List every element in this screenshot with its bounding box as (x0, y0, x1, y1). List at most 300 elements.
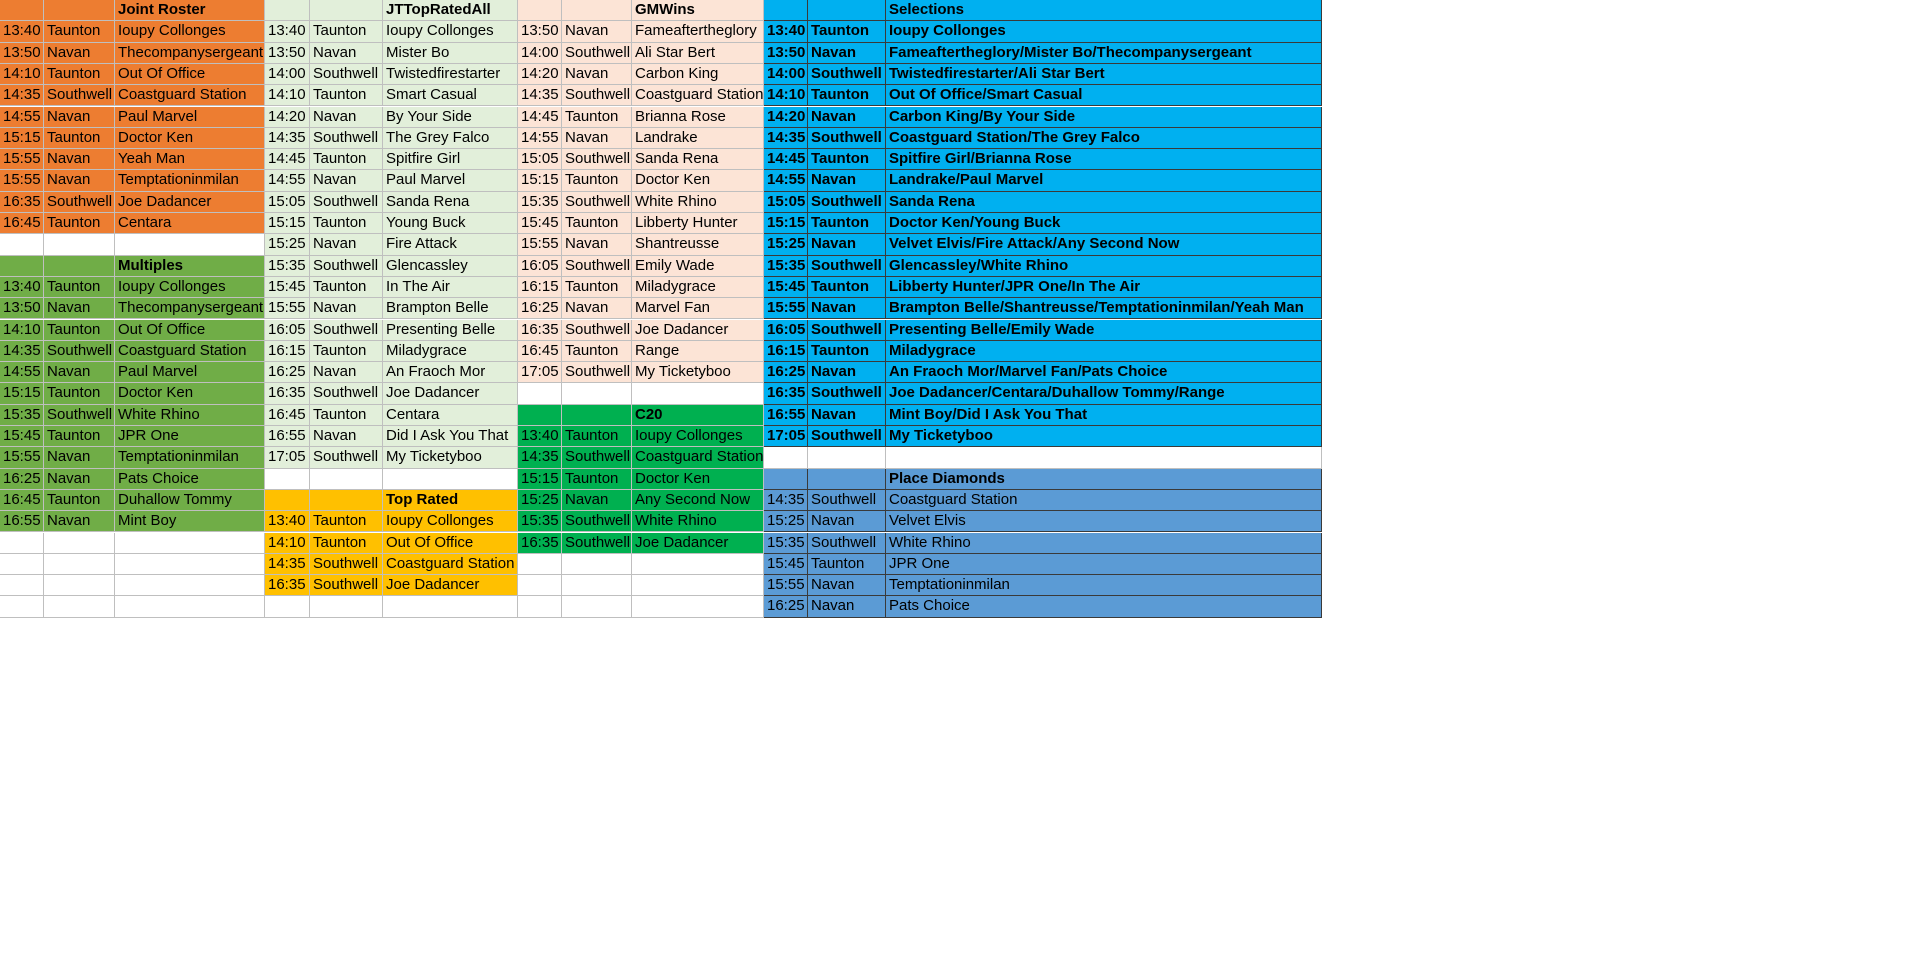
horse-cell[interactable]: Any Second Now (632, 490, 764, 511)
course-cell[interactable]: Southwell (310, 554, 383, 575)
course-cell[interactable]: Southwell (562, 43, 632, 64)
race-time-cell[interactable]: 15:45 (764, 277, 808, 298)
course-cell[interactable]: Taunton (44, 490, 115, 511)
course-cell[interactable]: Taunton (310, 149, 383, 170)
course-cell[interactable]: Navan (808, 234, 886, 255)
empty-cell[interactable] (0, 554, 44, 575)
empty-cell[interactable] (0, 533, 44, 554)
horse-cell[interactable]: Coastguard Station (886, 490, 1322, 511)
course-cell[interactable]: Southwell (808, 490, 886, 511)
race-time-cell[interactable]: 15:25 (265, 234, 310, 255)
course-cell[interactable]: Navan (310, 298, 383, 319)
race-time-cell[interactable]: 14:55 (265, 170, 310, 191)
course-cell[interactable]: Taunton (808, 149, 886, 170)
empty-cell[interactable] (764, 447, 808, 468)
race-time-cell[interactable]: 14:35 (0, 85, 44, 106)
horse-cell[interactable]: Pats Choice (115, 469, 265, 490)
horse-cell[interactable]: Coastguard Station/The Grey Falco (886, 128, 1322, 149)
race-time-cell[interactable]: 16:45 (0, 213, 44, 234)
header-empty-cell[interactable] (265, 490, 310, 511)
section-title[interactable]: Selections (886, 0, 1322, 21)
course-cell[interactable]: Southwell (310, 383, 383, 404)
empty-cell[interactable] (632, 383, 764, 404)
horse-cell[interactable]: Joe Dadancer (383, 575, 518, 596)
course-cell[interactable]: Southwell (808, 383, 886, 404)
race-time-cell[interactable]: 15:35 (764, 256, 808, 277)
course-cell[interactable]: Southwell (310, 320, 383, 341)
empty-cell[interactable] (0, 596, 44, 617)
header-empty-cell[interactable] (562, 0, 632, 21)
course-cell[interactable]: Southwell (310, 128, 383, 149)
horse-cell[interactable]: Carbon King (632, 64, 764, 85)
race-time-cell[interactable]: 14:55 (518, 128, 562, 149)
race-time-cell[interactable]: 13:40 (265, 21, 310, 42)
horse-cell[interactable]: Range (632, 341, 764, 362)
horse-cell[interactable]: Out Of Office (115, 320, 265, 341)
race-time-cell[interactable]: 16:05 (518, 256, 562, 277)
course-cell[interactable]: Taunton (562, 341, 632, 362)
course-cell[interactable]: Southwell (310, 447, 383, 468)
empty-cell[interactable] (0, 234, 44, 255)
race-time-cell[interactable]: 15:15 (0, 128, 44, 149)
course-cell[interactable]: Navan (44, 511, 115, 532)
empty-cell[interactable] (808, 447, 886, 468)
course-cell[interactable]: Taunton (44, 21, 115, 42)
header-empty-cell[interactable] (310, 0, 383, 21)
horse-cell[interactable]: In The Air (383, 277, 518, 298)
empty-cell[interactable] (115, 554, 265, 575)
course-cell[interactable]: Navan (310, 234, 383, 255)
horse-cell[interactable]: Landrake (632, 128, 764, 149)
course-cell[interactable]: Navan (562, 21, 632, 42)
horse-cell[interactable]: Mint Boy (115, 511, 265, 532)
horse-cell[interactable]: Ioupy Collonges (383, 21, 518, 42)
course-cell[interactable]: Southwell (562, 511, 632, 532)
course-cell[interactable]: Taunton (808, 21, 886, 42)
race-time-cell[interactable]: 15:25 (764, 511, 808, 532)
race-time-cell[interactable]: 13:40 (764, 21, 808, 42)
horse-cell[interactable]: Miladygrace (383, 341, 518, 362)
empty-cell[interactable] (310, 469, 383, 490)
horse-cell[interactable]: Mister Bo (383, 43, 518, 64)
horse-cell[interactable]: Doctor Ken (632, 469, 764, 490)
header-empty-cell[interactable] (562, 405, 632, 426)
empty-cell[interactable] (518, 383, 562, 404)
horse-cell[interactable]: Emily Wade (632, 256, 764, 277)
race-time-cell[interactable]: 15:55 (0, 170, 44, 191)
horse-cell[interactable]: Fameaftertheglory (632, 21, 764, 42)
race-time-cell[interactable]: 16:25 (764, 362, 808, 383)
empty-cell[interactable] (562, 596, 632, 617)
race-time-cell[interactable]: 14:35 (518, 85, 562, 106)
course-cell[interactable]: Southwell (562, 192, 632, 213)
race-time-cell[interactable]: 16:35 (265, 575, 310, 596)
horse-cell[interactable]: White Rhino (632, 511, 764, 532)
course-cell[interactable]: Navan (808, 107, 886, 128)
horse-cell[interactable]: Landrake/Paul Marvel (886, 170, 1322, 191)
horse-cell[interactable]: Joe Dadancer (115, 192, 265, 213)
race-time-cell[interactable]: 14:10 (265, 533, 310, 554)
race-time-cell[interactable]: 16:35 (265, 383, 310, 404)
horse-cell[interactable]: Twistedfirestarter/Ali Star Bert (886, 64, 1322, 85)
race-time-cell[interactable]: 13:40 (0, 21, 44, 42)
empty-cell[interactable] (886, 447, 1322, 468)
horse-cell[interactable]: Paul Marvel (115, 107, 265, 128)
race-time-cell[interactable]: 14:35 (265, 554, 310, 575)
race-time-cell[interactable]: 16:25 (518, 298, 562, 319)
course-cell[interactable]: Taunton (44, 213, 115, 234)
horse-cell[interactable]: Sanda Rena (383, 192, 518, 213)
horse-cell[interactable]: Thecompanysergeant (115, 43, 265, 64)
course-cell[interactable]: Navan (562, 298, 632, 319)
race-time-cell[interactable]: 15:25 (518, 490, 562, 511)
empty-cell[interactable] (310, 596, 383, 617)
horse-cell[interactable]: By Your Side (383, 107, 518, 128)
horse-cell[interactable]: White Rhino (632, 192, 764, 213)
horse-cell[interactable]: Pats Choice (886, 596, 1322, 617)
section-title[interactable]: Joint Roster (115, 0, 265, 21)
race-time-cell[interactable]: 15:55 (764, 575, 808, 596)
race-time-cell[interactable]: 15:15 (265, 213, 310, 234)
course-cell[interactable]: Taunton (808, 341, 886, 362)
horse-cell[interactable]: Coastguard Station (632, 447, 764, 468)
race-time-cell[interactable]: 14:45 (518, 107, 562, 128)
course-cell[interactable]: Taunton (562, 469, 632, 490)
horse-cell[interactable]: Joe Dadancer/Centara/Duhallow Tommy/Range (886, 383, 1322, 404)
race-time-cell[interactable]: 13:50 (518, 21, 562, 42)
race-time-cell[interactable]: 15:55 (764, 298, 808, 319)
course-cell[interactable]: Navan (310, 170, 383, 191)
race-time-cell[interactable]: 15:35 (265, 256, 310, 277)
horse-cell[interactable]: White Rhino (886, 533, 1322, 554)
race-time-cell[interactable]: 16:25 (764, 596, 808, 617)
race-time-cell[interactable]: 15:15 (0, 383, 44, 404)
race-time-cell[interactable]: 15:55 (518, 234, 562, 255)
race-time-cell[interactable]: 16:55 (764, 405, 808, 426)
horse-cell[interactable]: Did I Ask You That (383, 426, 518, 447)
empty-cell[interactable] (562, 554, 632, 575)
horse-cell[interactable]: Glencassley/White Rhino (886, 256, 1322, 277)
race-time-cell[interactable]: 15:45 (265, 277, 310, 298)
empty-cell[interactable] (632, 554, 764, 575)
header-empty-cell[interactable] (518, 405, 562, 426)
horse-cell[interactable]: Coastguard Station (115, 341, 265, 362)
empty-cell[interactable] (44, 596, 115, 617)
empty-cell[interactable] (0, 575, 44, 596)
race-time-cell[interactable]: 16:35 (764, 383, 808, 404)
horse-cell[interactable]: Centara (383, 405, 518, 426)
horse-cell[interactable]: JPR One (115, 426, 265, 447)
horse-cell[interactable]: Doctor Ken (632, 170, 764, 191)
header-empty-cell[interactable] (44, 256, 115, 277)
header-empty-cell[interactable] (518, 0, 562, 21)
course-cell[interactable]: Southwell (808, 320, 886, 341)
course-cell[interactable]: Navan (44, 170, 115, 191)
race-time-cell[interactable]: 15:35 (0, 405, 44, 426)
race-time-cell[interactable]: 16:45 (265, 405, 310, 426)
horse-cell[interactable]: Doctor Ken (115, 128, 265, 149)
horse-cell[interactable]: White Rhino (115, 405, 265, 426)
empty-cell[interactable] (518, 554, 562, 575)
race-time-cell[interactable]: 14:55 (0, 107, 44, 128)
horse-cell[interactable]: Ioupy Collonges (383, 511, 518, 532)
horse-cell[interactable]: The Grey Falco (383, 128, 518, 149)
horse-cell[interactable]: Doctor Ken/Young Buck (886, 213, 1322, 234)
course-cell[interactable]: Navan (44, 469, 115, 490)
section-title[interactable]: C20 (632, 405, 764, 426)
course-cell[interactable]: Southwell (808, 128, 886, 149)
race-time-cell[interactable]: 14:35 (0, 341, 44, 362)
race-time-cell[interactable]: 14:45 (265, 149, 310, 170)
course-cell[interactable]: Navan (44, 447, 115, 468)
race-time-cell[interactable]: 16:05 (764, 320, 808, 341)
horse-cell[interactable]: Fameaftertheglory/Mister Bo/Thecompanysergeant (886, 43, 1322, 64)
empty-cell[interactable] (44, 554, 115, 575)
header-empty-cell[interactable] (808, 469, 886, 490)
horse-cell[interactable]: Doctor Ken (115, 383, 265, 404)
empty-cell[interactable] (518, 575, 562, 596)
horse-cell[interactable]: Joe Dadancer (632, 320, 764, 341)
race-time-cell[interactable]: 16:35 (518, 533, 562, 554)
race-time-cell[interactable]: 15:55 (0, 447, 44, 468)
race-time-cell[interactable]: 16:15 (265, 341, 310, 362)
empty-cell[interactable] (265, 596, 310, 617)
course-cell[interactable]: Navan (808, 362, 886, 383)
race-time-cell[interactable]: 16:45 (518, 341, 562, 362)
horse-cell[interactable]: Yeah Man (115, 149, 265, 170)
empty-cell[interactable] (632, 596, 764, 617)
race-time-cell[interactable]: 15:05 (764, 192, 808, 213)
course-cell[interactable]: Taunton (44, 64, 115, 85)
course-cell[interactable]: Southwell (44, 192, 115, 213)
course-cell[interactable]: Navan (44, 43, 115, 64)
course-cell[interactable]: Navan (808, 596, 886, 617)
horse-cell[interactable]: Sanda Rena (632, 149, 764, 170)
horse-cell[interactable]: Miladygrace (632, 277, 764, 298)
race-time-cell[interactable]: 17:05 (518, 362, 562, 383)
race-time-cell[interactable]: 13:40 (518, 426, 562, 447)
race-time-cell[interactable]: 16:35 (0, 192, 44, 213)
race-time-cell[interactable]: 15:05 (518, 149, 562, 170)
course-cell[interactable]: Southwell (44, 405, 115, 426)
horse-cell[interactable]: Temptationinmilan (115, 170, 265, 191)
empty-cell[interactable] (265, 469, 310, 490)
header-empty-cell[interactable] (764, 0, 808, 21)
horse-cell[interactable]: Glencassley (383, 256, 518, 277)
horse-cell[interactable]: Ioupy Collonges (115, 277, 265, 298)
horse-cell[interactable]: An Fraoch Mor (383, 362, 518, 383)
horse-cell[interactable]: Presenting Belle/Emily Wade (886, 320, 1322, 341)
course-cell[interactable]: Taunton (44, 277, 115, 298)
course-cell[interactable]: Southwell (562, 362, 632, 383)
race-time-cell[interactable]: 17:05 (265, 447, 310, 468)
empty-cell[interactable] (383, 596, 518, 617)
header-empty-cell[interactable] (310, 490, 383, 511)
horse-cell[interactable]: Brianna Rose (632, 107, 764, 128)
course-cell[interactable]: Taunton (562, 277, 632, 298)
header-empty-cell[interactable] (0, 0, 44, 21)
course-cell[interactable]: Southwell (808, 64, 886, 85)
course-cell[interactable]: Southwell (562, 149, 632, 170)
race-time-cell[interactable]: 15:55 (0, 149, 44, 170)
course-cell[interactable]: Southwell (562, 320, 632, 341)
race-time-cell[interactable]: 14:45 (764, 149, 808, 170)
race-time-cell[interactable]: 15:15 (518, 170, 562, 191)
race-time-cell[interactable]: 15:15 (764, 213, 808, 234)
race-time-cell[interactable]: 15:45 (518, 213, 562, 234)
course-cell[interactable]: Navan (808, 511, 886, 532)
race-time-cell[interactable]: 17:05 (764, 426, 808, 447)
header-empty-cell[interactable] (764, 469, 808, 490)
horse-cell[interactable]: Out Of Office/Smart Casual (886, 85, 1322, 106)
course-cell[interactable]: Taunton (44, 383, 115, 404)
horse-cell[interactable]: Centara (115, 213, 265, 234)
horse-cell[interactable]: Miladygrace (886, 341, 1322, 362)
race-time-cell[interactable]: 14:10 (0, 320, 44, 341)
race-time-cell[interactable]: 16:35 (518, 320, 562, 341)
horse-cell[interactable]: Thecompanysergeant (115, 298, 265, 319)
course-cell[interactable]: Southwell (310, 575, 383, 596)
course-cell[interactable]: Taunton (44, 128, 115, 149)
race-time-cell[interactable]: 13:50 (0, 298, 44, 319)
horse-cell[interactable]: Joe Dadancer (383, 383, 518, 404)
horse-cell[interactable]: Mint Boy/Did I Ask You That (886, 405, 1322, 426)
course-cell[interactable]: Navan (310, 43, 383, 64)
race-time-cell[interactable]: 14:00 (518, 43, 562, 64)
horse-cell[interactable]: Libberty Hunter/JPR One/In The Air (886, 277, 1322, 298)
empty-cell[interactable] (44, 533, 115, 554)
horse-cell[interactable]: Velvet Elvis/Fire Attack/Any Second Now (886, 234, 1322, 255)
course-cell[interactable]: Taunton (44, 320, 115, 341)
race-time-cell[interactable]: 14:10 (0, 64, 44, 85)
course-cell[interactable]: Taunton (310, 511, 383, 532)
course-cell[interactable]: Taunton (562, 170, 632, 191)
horse-cell[interactable]: Ioupy Collonges (115, 21, 265, 42)
empty-cell[interactable] (632, 575, 764, 596)
course-cell[interactable]: Taunton (562, 426, 632, 447)
course-cell[interactable]: Taunton (808, 277, 886, 298)
race-time-cell[interactable]: 13:40 (265, 511, 310, 532)
course-cell[interactable]: Taunton (310, 213, 383, 234)
course-cell[interactable]: Navan (44, 107, 115, 128)
course-cell[interactable]: Taunton (310, 533, 383, 554)
race-time-cell[interactable]: 15:15 (518, 469, 562, 490)
horse-cell[interactable]: Young Buck (383, 213, 518, 234)
section-title[interactable]: GMWins (632, 0, 764, 21)
course-cell[interactable]: Taunton (808, 554, 886, 575)
horse-cell[interactable]: Libberty Hunter (632, 213, 764, 234)
race-time-cell[interactable]: 13:50 (0, 43, 44, 64)
course-cell[interactable]: Navan (44, 298, 115, 319)
course-cell[interactable]: Navan (562, 64, 632, 85)
race-time-cell[interactable]: 14:35 (764, 128, 808, 149)
race-time-cell[interactable]: 16:15 (518, 277, 562, 298)
horse-cell[interactable]: My Ticketyboo (886, 426, 1322, 447)
course-cell[interactable]: Southwell (808, 192, 886, 213)
horse-cell[interactable]: Ioupy Collonges (886, 21, 1322, 42)
race-time-cell[interactable]: 14:00 (764, 64, 808, 85)
horse-cell[interactable]: Marvel Fan (632, 298, 764, 319)
course-cell[interactable]: Navan (44, 149, 115, 170)
race-time-cell[interactable]: 15:55 (265, 298, 310, 319)
course-cell[interactable]: Southwell (562, 256, 632, 277)
horse-cell[interactable]: Smart Casual (383, 85, 518, 106)
course-cell[interactable]: Taunton (310, 21, 383, 42)
course-cell[interactable]: Southwell (562, 533, 632, 554)
section-title[interactable]: JTTopRatedAll (383, 0, 518, 21)
race-time-cell[interactable]: 15:05 (265, 192, 310, 213)
empty-cell[interactable] (562, 575, 632, 596)
course-cell[interactable]: Southwell (44, 85, 115, 106)
race-time-cell[interactable]: 14:35 (518, 447, 562, 468)
race-time-cell[interactable]: 14:35 (265, 128, 310, 149)
course-cell[interactable]: Southwell (310, 192, 383, 213)
course-cell[interactable]: Navan (310, 362, 383, 383)
empty-cell[interactable] (518, 596, 562, 617)
header-empty-cell[interactable] (44, 0, 115, 21)
race-time-cell[interactable]: 16:55 (265, 426, 310, 447)
race-time-cell[interactable]: 14:20 (265, 107, 310, 128)
course-cell[interactable]: Taunton (310, 405, 383, 426)
section-title[interactable]: Multiples (115, 256, 265, 277)
course-cell[interactable]: Southwell (808, 426, 886, 447)
course-cell[interactable]: Navan (808, 575, 886, 596)
horse-cell[interactable]: Velvet Elvis (886, 511, 1322, 532)
horse-cell[interactable]: An Fraoch Mor/Marvel Fan/Pats Choice (886, 362, 1322, 383)
race-time-cell[interactable]: 14:35 (764, 490, 808, 511)
horse-cell[interactable]: Temptationinmilan (115, 447, 265, 468)
horse-cell[interactable]: Ali Star Bert (632, 43, 764, 64)
horse-cell[interactable]: Joe Dadancer (632, 533, 764, 554)
horse-cell[interactable]: Coastguard Station (115, 85, 265, 106)
course-cell[interactable]: Southwell (44, 341, 115, 362)
horse-cell[interactable]: Out Of Office (383, 533, 518, 554)
header-empty-cell[interactable] (265, 0, 310, 21)
horse-cell[interactable]: Spitfire Girl/Brianna Rose (886, 149, 1322, 170)
race-time-cell[interactable]: 14:55 (0, 362, 44, 383)
empty-cell[interactable] (44, 234, 115, 255)
horse-cell[interactable]: Coastguard Station (632, 85, 764, 106)
course-cell[interactable]: Navan (562, 234, 632, 255)
horse-cell[interactable]: Twistedfirestarter (383, 64, 518, 85)
course-cell[interactable]: Taunton (44, 426, 115, 447)
race-time-cell[interactable]: 13:50 (764, 43, 808, 64)
course-cell[interactable]: Taunton (808, 213, 886, 234)
horse-cell[interactable]: Ioupy Collonges (632, 426, 764, 447)
horse-cell[interactable]: Fire Attack (383, 234, 518, 255)
course-cell[interactable]: Southwell (562, 85, 632, 106)
race-time-cell[interactable]: 15:45 (764, 554, 808, 575)
horse-cell[interactable]: Spitfire Girl (383, 149, 518, 170)
horse-cell[interactable]: JPR One (886, 554, 1322, 575)
course-cell[interactable]: Taunton (310, 85, 383, 106)
course-cell[interactable]: Taunton (310, 277, 383, 298)
header-empty-cell[interactable] (0, 256, 44, 277)
race-time-cell[interactable]: 16:05 (265, 320, 310, 341)
horse-cell[interactable]: Out Of Office (115, 64, 265, 85)
horse-cell[interactable]: Coastguard Station (383, 554, 518, 575)
course-cell[interactable]: Taunton (562, 107, 632, 128)
empty-cell[interactable] (562, 383, 632, 404)
section-title[interactable]: Place Diamonds (886, 469, 1322, 490)
race-time-cell[interactable]: 14:10 (265, 85, 310, 106)
section-title[interactable]: Top Rated (383, 490, 518, 511)
empty-cell[interactable] (115, 596, 265, 617)
course-cell[interactable]: Taunton (310, 341, 383, 362)
course-cell[interactable]: Navan (562, 490, 632, 511)
race-time-cell[interactable]: 16:45 (0, 490, 44, 511)
header-empty-cell[interactable] (808, 0, 886, 21)
